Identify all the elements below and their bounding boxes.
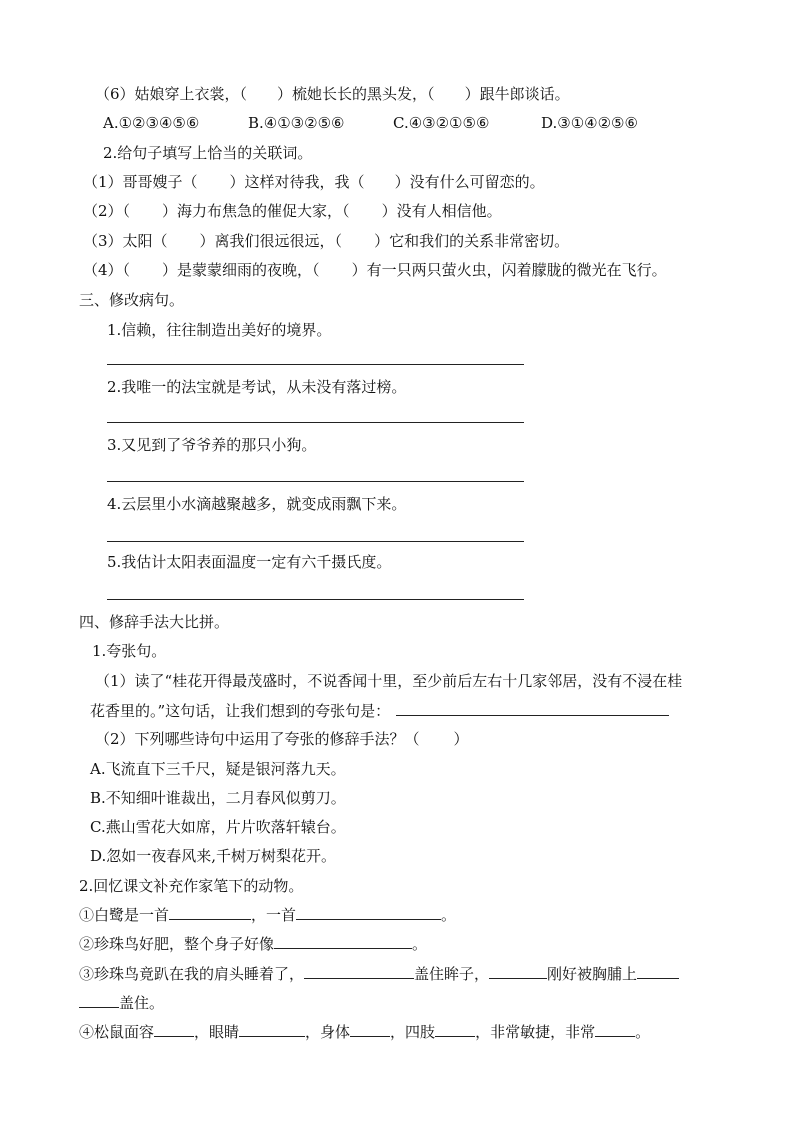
animals-1-c: 。 [441,906,457,924]
answer-line-3[interactable] [107,481,524,482]
sentence-item-1: 1.信赖，往往制造出美好的境界。 [107,321,332,339]
conj-3-a: （3）太阳（ [83,232,168,250]
animals-4-blank-face[interactable] [154,1022,194,1037]
conj-1-a: （1）哥哥嫂子（ [83,173,198,191]
section-4-title: 四、修辞手法大比拼。 [79,613,230,631]
hyperbole-title: 1.夸张句。 [92,642,167,660]
hyperbole-q2-text: （2）下列哪些诗句中运用了夸张的修辞手法？（ [95,730,420,748]
sentence-item-5: 5.我估计太阳表面温度一定有六千摄氏度。 [107,553,392,571]
animals-3-b: 盖住眸子， [414,965,490,983]
animals-item-3 [79,964,679,984]
answer-line-4[interactable] [107,541,524,542]
conj-2-c: ）没有人相信他。 [381,202,502,220]
section-3-title: 三、修改病句。 [79,291,185,309]
conj-4-a: （4）（ [83,261,131,279]
animals-4-blank-end[interactable] [595,1022,635,1037]
choice-a[interactable]: A.飞流直下三千尺，疑是银河落九天。 [90,760,346,778]
animals-4-blank-body[interactable] [350,1022,390,1037]
animals-3-d: 盖住。 [119,994,165,1012]
q6-sentence [95,84,570,104]
order-options [103,113,638,133]
conj-item-2 [83,201,502,221]
animals-3-a: ③珍珠鸟竟趴在我的肩头睡着了， [79,965,305,983]
hyperbole-q2 [95,729,469,749]
animals-item-4 [79,1022,650,1042]
option-d[interactable]: D.③①④②⑤⑥ [541,114,638,132]
animals-3-blank-3[interactable] [637,964,679,979]
conj-3-b: ）离我们很远很远，（ [199,232,343,250]
answer-line-5[interactable] [107,599,524,600]
conj-4-c: ）有一只两只萤火虫，闪着朦胧的微光在飞行。 [351,261,667,279]
conj-1-c: ）没有什么可留恋的。 [394,173,545,191]
animals-1-a: ①白鹭是一首 [79,906,170,924]
q6-part2: ）梳她长长的黑头发，（ [277,85,435,103]
animals-1-blank-1[interactable] [169,905,251,920]
animals-2-a: ②珍珠鸟好肥，整个身子好像 [79,935,275,953]
q6-part3: ）跟牛郎谈话。 [464,85,570,103]
conj-item-1 [83,172,545,192]
answer-line-2[interactable] [107,422,524,423]
conj-item-3 [83,231,569,251]
choice-d[interactable]: D.忽如一夜春风来,千树万树梨花开。 [90,847,337,865]
sentence-item-3: 3.又见到了爷爷养的那只小狗。 [107,436,317,454]
animals-1-b: ，一首 [251,906,297,924]
animals-4-blank-eyes[interactable] [239,1022,305,1037]
answer-line-1[interactable] [107,364,524,365]
hyperbole-q1-text: 花香里的。”这句话，让我们想到的夸张句是： [90,702,391,720]
conj-1-b: ）这样对待我，我（ [229,173,365,191]
animals-title: 2.回忆课文补充作家笔下的动物。 [79,877,304,895]
animals-4-blank-limbs[interactable] [435,1022,475,1037]
conj-3-c: ）它和我们的关系非常密切。 [374,232,570,250]
choice-c[interactable]: C.燕山雪花大如席，片片吹落轩辕台。 [90,818,346,836]
animals-3-blank-2[interactable] [489,964,547,979]
animals-4-d: ，四肢 [390,1023,436,1041]
option-a[interactable]: A.①②③④⑤⑥ [103,114,200,132]
animals-4-f: 。 [635,1023,651,1041]
conj-2-a: （2）（ [83,202,131,220]
choice-b[interactable]: B.不知细叶谁裁出，二月春风似剪刀。 [90,789,346,807]
animals-4-e: ，非常敏捷，非常 [475,1023,596,1041]
q6-part1: （6）姑娘穿上衣裳，（ [95,85,248,103]
sentence-item-2: 2.我唯一的法宝就是考试，从未没有落过榜。 [107,378,407,396]
animals-3-c: 刚好被胸脯上 [547,965,638,983]
animals-4-a: ④松鼠面容 [79,1023,155,1041]
animals-2-b: 。 [412,935,428,953]
hyperbole-answer-blank[interactable] [396,701,669,716]
animals-3-blank-3-cont[interactable] [79,993,119,1008]
hyperbole-q1-line2 [90,701,669,721]
hyperbole-q2-close: ） [453,730,469,748]
conj-title: 2.给句子填写上恰当的关联词。 [103,144,313,162]
animals-item-1 [79,905,456,925]
option-c[interactable]: C.④③②①⑤⑥ [393,114,490,132]
option-b[interactable]: B.④①③②⑤⑥ [248,114,345,132]
animals-item-3-cont [79,993,164,1013]
animals-1-blank-2[interactable] [296,905,441,920]
conj-4-b: ）是蒙蒙细雨的夜晚，（ [162,261,320,279]
animals-4-b: ，眼睛 [194,1023,240,1041]
conj-2-b: ）海力布焦急的催促大家，（ [162,202,350,220]
animals-4-c: ，身体 [305,1023,351,1041]
animals-2-blank[interactable] [274,934,412,949]
animals-3-blank-1[interactable] [304,964,414,979]
hyperbole-q1-line1: （1）读了“桂花开得最茂盛时，不说香闻十里，至少前后左右十几家邻居，没有不浸在桂 [95,672,683,690]
animals-item-2 [79,934,427,954]
sentence-item-4: 4.云层里小水滴越聚越多，就变成雨飘下来。 [107,495,407,513]
conj-item-4 [83,260,667,280]
